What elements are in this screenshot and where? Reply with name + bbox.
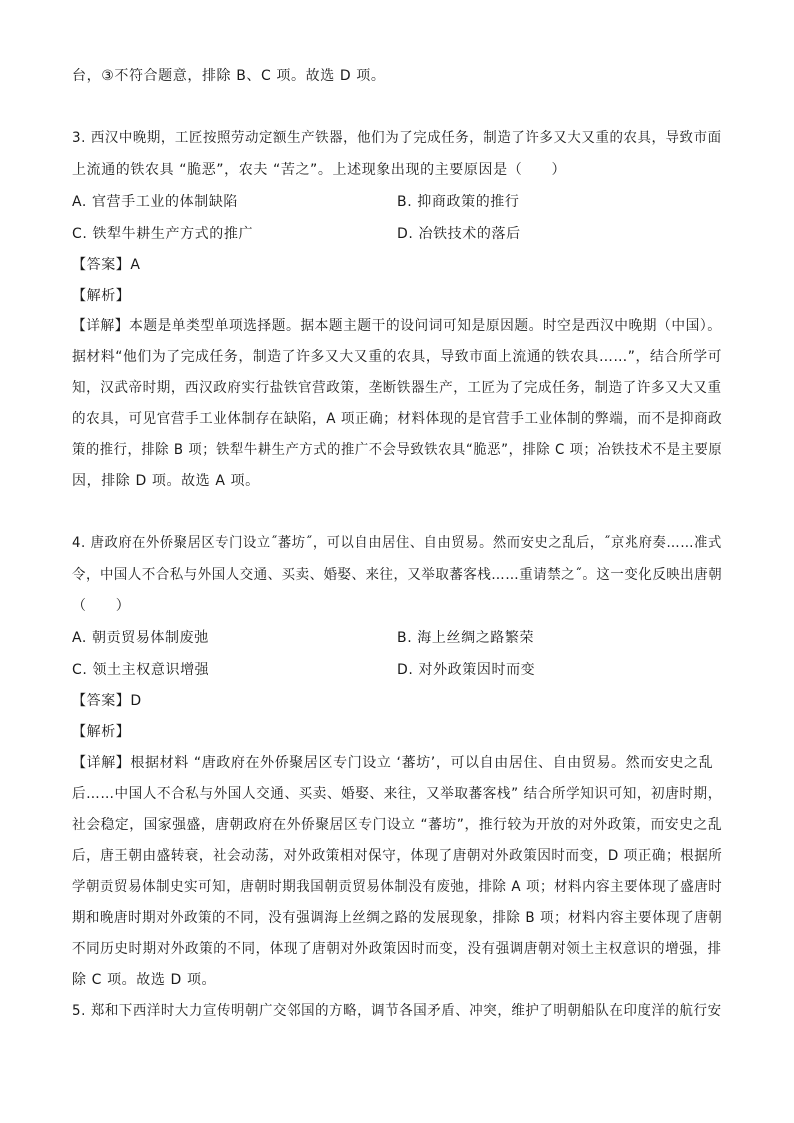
q4-stem-line-1: 4. 唐政府在外侨聚居区专门设立˝蕃坊˝，可以自由居住、自由贸易。然而安史之乱后，˝京兆府奏……准式 (72, 535, 722, 551)
q4-detail-line-6: 期和晚唐时期对外政策的不同，没有强调海上丝绸之路的发展现象，排除 B 项；材料内容主要体现了唐朝 (72, 910, 723, 926)
q4-detail-line-8: 除 C 项。故选 D 项。 (72, 972, 217, 988)
q3-stem-line-1: 3. 西汉中晚期，工匠按照劳动定额生产铁器，他们为了完成任务，制造了许多又大又重的农具，导致市面 (72, 130, 722, 146)
q4-detail-line-7: 不同历史时期对外政策的不同，体现了唐朝对外政策因时而变，没有强调唐朝对领土主权意识的增强，排 (72, 941, 722, 957)
q4-option-a: A. 朝贡贸易体制废弛 (72, 630, 209, 646)
q3-option-d: D. 冶铁技术的落后 (397, 226, 521, 242)
q4-detail-line-1: 【详解】根据材料 “唐政府在外侨聚居区专门设立 ‘蕃坊’，可以自由居住、自由贸易。然而安史之乱 (72, 755, 714, 771)
q5-stem-line-1: 5. 郑和下西洋时大力宣传明朝广交邻国的方略，调节各国矛盾、冲突，维护了明朝船队在印度洋的航行安 (72, 1003, 722, 1019)
q3-detail-line-3: 知，汉武帝时期，西汉政府实行盐铁官营政策，垄断铁器生产，工匠为了完成任务，制造了许多又大又重 (72, 380, 722, 396)
q4-option-b: B. 海上丝绸之路繁荣 (397, 630, 535, 646)
q4-answer: 【答案】D (72, 693, 142, 709)
q4-detail-line-2: 后……中国人不合私与外国人交通、买卖、婚娶、来往，又举取蕃客栈” 结合所学知识可知，初唐时期， (72, 786, 722, 802)
q4-stem-line-2: 令，中国人不合私与外国人交通、买卖、婚娶、来往，又举取蕃客栈……重请禁之˝。这一变化反映出唐朝 (72, 567, 723, 583)
q3-stem-line-2: 上流通的铁农具 “脆恶”，农夫 “苦之”。上述现象出现的主要原因是（ ） (72, 162, 567, 178)
q4-option-c: C. 领土主权意识增强 (72, 662, 210, 678)
q3-option-b: B. 抑商政策的推行 (397, 194, 520, 210)
q4-detail-line-3: 社会稳定，国家强盛，唐朝政府在外侨聚居区专门设立 “蕃坊”，推行较为开放的对外政策，而安史之乱 (72, 817, 723, 833)
q4-stem-line-3: （ ） (72, 598, 131, 614)
q4-option-d: D. 对外政策因时而变 (397, 662, 536, 678)
q3-detail-line-5: 策的推行，排除 B 项；铁犁牛耕生产方式的推广不会导致铁农具“脆恶”，排除 C 项；冶铁技术不是主要原 (72, 442, 723, 458)
q3-detail-line-4: 的农具，可见官营手工业体制存在缺陷，A 项正确；材料体现的是官营手工业体制的弊端，而不是抑商政 (72, 411, 723, 427)
q3-detail-line-2: 据材料“他们为了完成任务，制造了许多又大又重的农具，导致市面上流通的铁农具……”，结合所学可 (72, 349, 723, 365)
q4-analysis-label: 【解析】 (72, 724, 131, 740)
q3-option-a: A. 官营手工业的体制缺陷 (72, 194, 239, 210)
q3-detail-line-1: 【详解】本题是单类型单项选择题。据本题主题干的设问词可知是原因题。时空是西汉中晚期（中国）。 (72, 318, 722, 334)
q3-option-c: C. 铁犁牛耕生产方式的推广 (72, 226, 254, 242)
q2-analysis-tail: 台，③不符合题意，排除 B、C 项。故选 D 项。 (72, 68, 386, 84)
q4-detail-line-4: 后，唐王朝由盛转衰，社会动荡，对外政策相对保守，体现了唐朝对外政策因时而变，D 项正确；根据所 (72, 848, 723, 864)
q3-analysis-label: 【解析】 (72, 288, 131, 304)
q3-answer: 【答案】A (72, 257, 141, 273)
q4-detail-line-5: 学朝贡贸易体制史实可知，唐朝时期我国朝贡贸易体制没有废弛，排除 A 项；材料内容主要体现了盛唐时 (72, 879, 723, 895)
q3-detail-line-6: 因，排除 D 项。故选 A 项。 (72, 473, 260, 489)
